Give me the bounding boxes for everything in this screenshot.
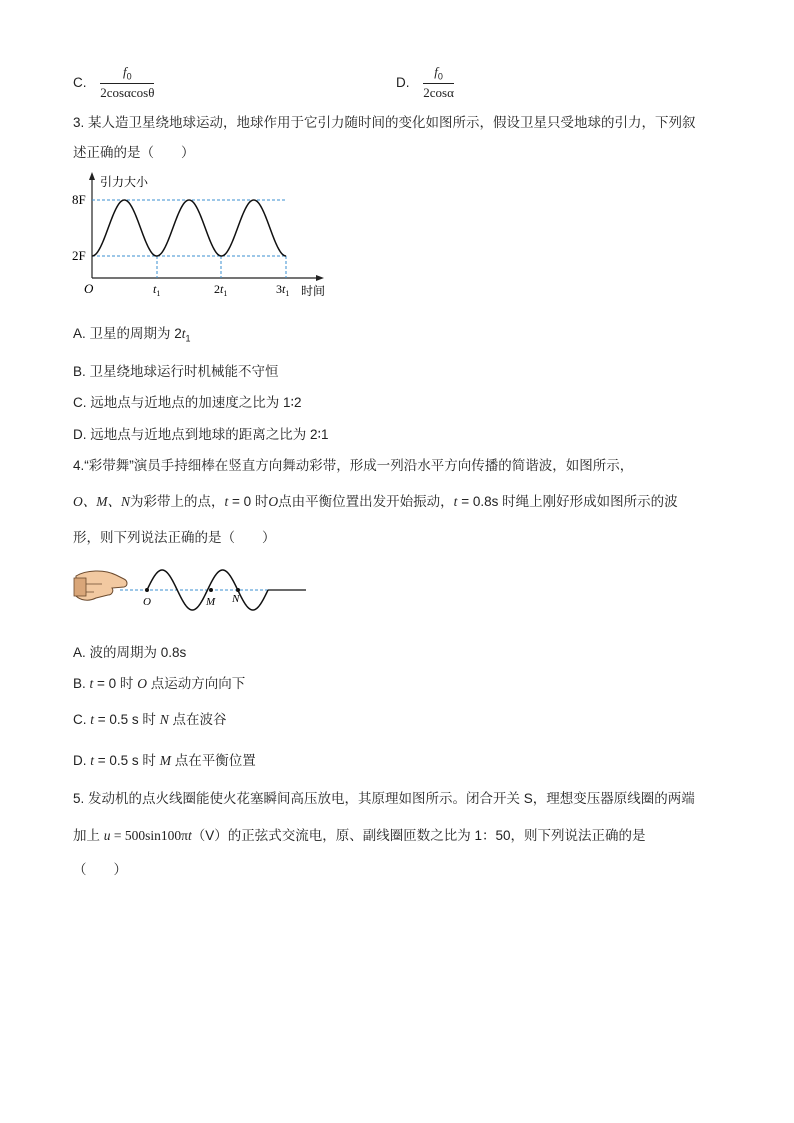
y-tick-8F: 8F — [72, 192, 86, 207]
math-var: t — [90, 712, 95, 727]
point-M — [209, 588, 213, 592]
math-var: N — [159, 712, 169, 727]
label-M: M — [206, 596, 216, 608]
x-axis-arrow — [316, 275, 324, 281]
numerator: f — [434, 64, 438, 79]
q4-stem-line1: 4.“彩带舞”演员手持细棒在竖直方向舞动彩带，形成一列沿水平方向传播的简谐波，如图所示， — [73, 458, 634, 473]
denominator: 2cosαcosθ — [100, 84, 155, 100]
q3-option-a[interactable] — [73, 322, 191, 344]
text: 为彩带上的点， — [130, 494, 225, 509]
y-axis-arrow — [89, 172, 95, 180]
math-var: t — [181, 326, 186, 341]
q3-option-c[interactable]: C. 远地点与近地点的加速度之比为 1∶2 — [73, 395, 302, 410]
numerator: f — [123, 64, 127, 79]
q4-option-b[interactable] — [73, 672, 245, 692]
math-var: M — [159, 753, 171, 768]
math-var: t — [187, 828, 192, 843]
hand-icon — [74, 571, 127, 600]
text: = 0.5 s 时 — [94, 712, 160, 727]
q3-stem-line1: 3. 某人造卫星绕地球运动，地球作用于它引力随时间的变化如图所示，假设卫星只受地球的引力，下列叙 — [73, 115, 696, 130]
option-label: D. — [396, 74, 410, 90]
q5-stem-line2 — [73, 824, 646, 844]
label-O: O — [143, 596, 151, 608]
x-tick-3t1: $3t_1$ — [276, 282, 290, 298]
x-tick-t1: $t_1$ — [153, 282, 161, 298]
text: = 0 时 — [93, 676, 138, 691]
text: 点在平衡位置 — [170, 753, 256, 768]
q3-force-time-chart — [70, 168, 340, 303]
y-tick-2F: 2F — [72, 248, 86, 263]
text: C. — [73, 712, 91, 727]
subscript: 0 — [437, 71, 443, 82]
q5-stem-line1: 5. 发动机的点火线圈能使火花塞瞬间高压放电，其原理如图所示。闭合开关 S，理想变压器原线圈的两端 — [73, 791, 695, 806]
text: 点在波谷 — [168, 712, 227, 727]
math-var: O — [137, 676, 147, 691]
text: （V）的正弦式交流电，原、副线圈匝数之比为 1：50，则下列说法正确的是 — [191, 828, 646, 843]
math-var: t — [90, 753, 95, 768]
q4-stem-line3: 形，则下列说法正确的是（ ） — [73, 530, 276, 545]
q2-option-c[interactable] — [73, 64, 154, 101]
q3-stem-line2: 述正确的是（ ） — [73, 145, 195, 160]
points-label: O、M、N — [73, 494, 130, 509]
subscript: 0 — [126, 71, 132, 82]
point-N — [236, 588, 240, 592]
point-O — [145, 588, 149, 592]
q4-wave-figure — [72, 562, 312, 614]
text: 点运动方向向下 — [146, 676, 246, 691]
math-expr: = 500sin100π — [110, 828, 188, 843]
q4-stem-line2 — [73, 490, 678, 510]
x-axis-label: 时间 — [301, 284, 326, 298]
math-var: t — [224, 494, 229, 509]
origin-label: O — [84, 281, 94, 296]
text: B. — [73, 676, 90, 691]
math-var: t — [453, 494, 458, 509]
text: = 0.8s 时绳上刚好形成如图所示的波 — [457, 494, 678, 509]
text: 点由平衡位置出发开始振动， — [278, 494, 454, 509]
math-var: u — [103, 828, 111, 843]
text: = 0.5 s 时 — [94, 753, 160, 768]
fraction — [100, 64, 154, 101]
q4-option-c[interactable] — [73, 708, 226, 728]
text: = 0 时 — [228, 494, 269, 509]
q3-option-b[interactable]: B. 卫星绕地球运行时机械能不守恒 — [73, 364, 279, 379]
x-tick-2t1: $2t_1$ — [214, 282, 228, 298]
q3-option-d[interactable]: D. 远地点与近地点到地球的距离之比为 2∶1 — [73, 427, 329, 442]
text: 加上 — [73, 828, 104, 843]
math-var: O — [268, 494, 279, 509]
label-N: N — [232, 593, 240, 605]
q4-option-a[interactable]: A. 波的周期为 0.8s — [73, 645, 187, 660]
subscript: 1 — [185, 333, 191, 344]
fraction — [423, 64, 454, 101]
math-var: t — [89, 676, 94, 691]
y-axis-label: 引力大小 — [100, 175, 149, 189]
q4-option-d[interactable] — [73, 749, 256, 769]
denominator: 2cosα — [423, 84, 454, 100]
option-label: C. — [73, 74, 87, 90]
q2-option-d[interactable] — [396, 64, 454, 101]
option-text: A. 卫星的周期为 2 — [73, 326, 182, 341]
text: D. — [73, 753, 91, 768]
q5-stem-line3: （ ） — [73, 862, 127, 877]
force-curve — [92, 200, 286, 256]
